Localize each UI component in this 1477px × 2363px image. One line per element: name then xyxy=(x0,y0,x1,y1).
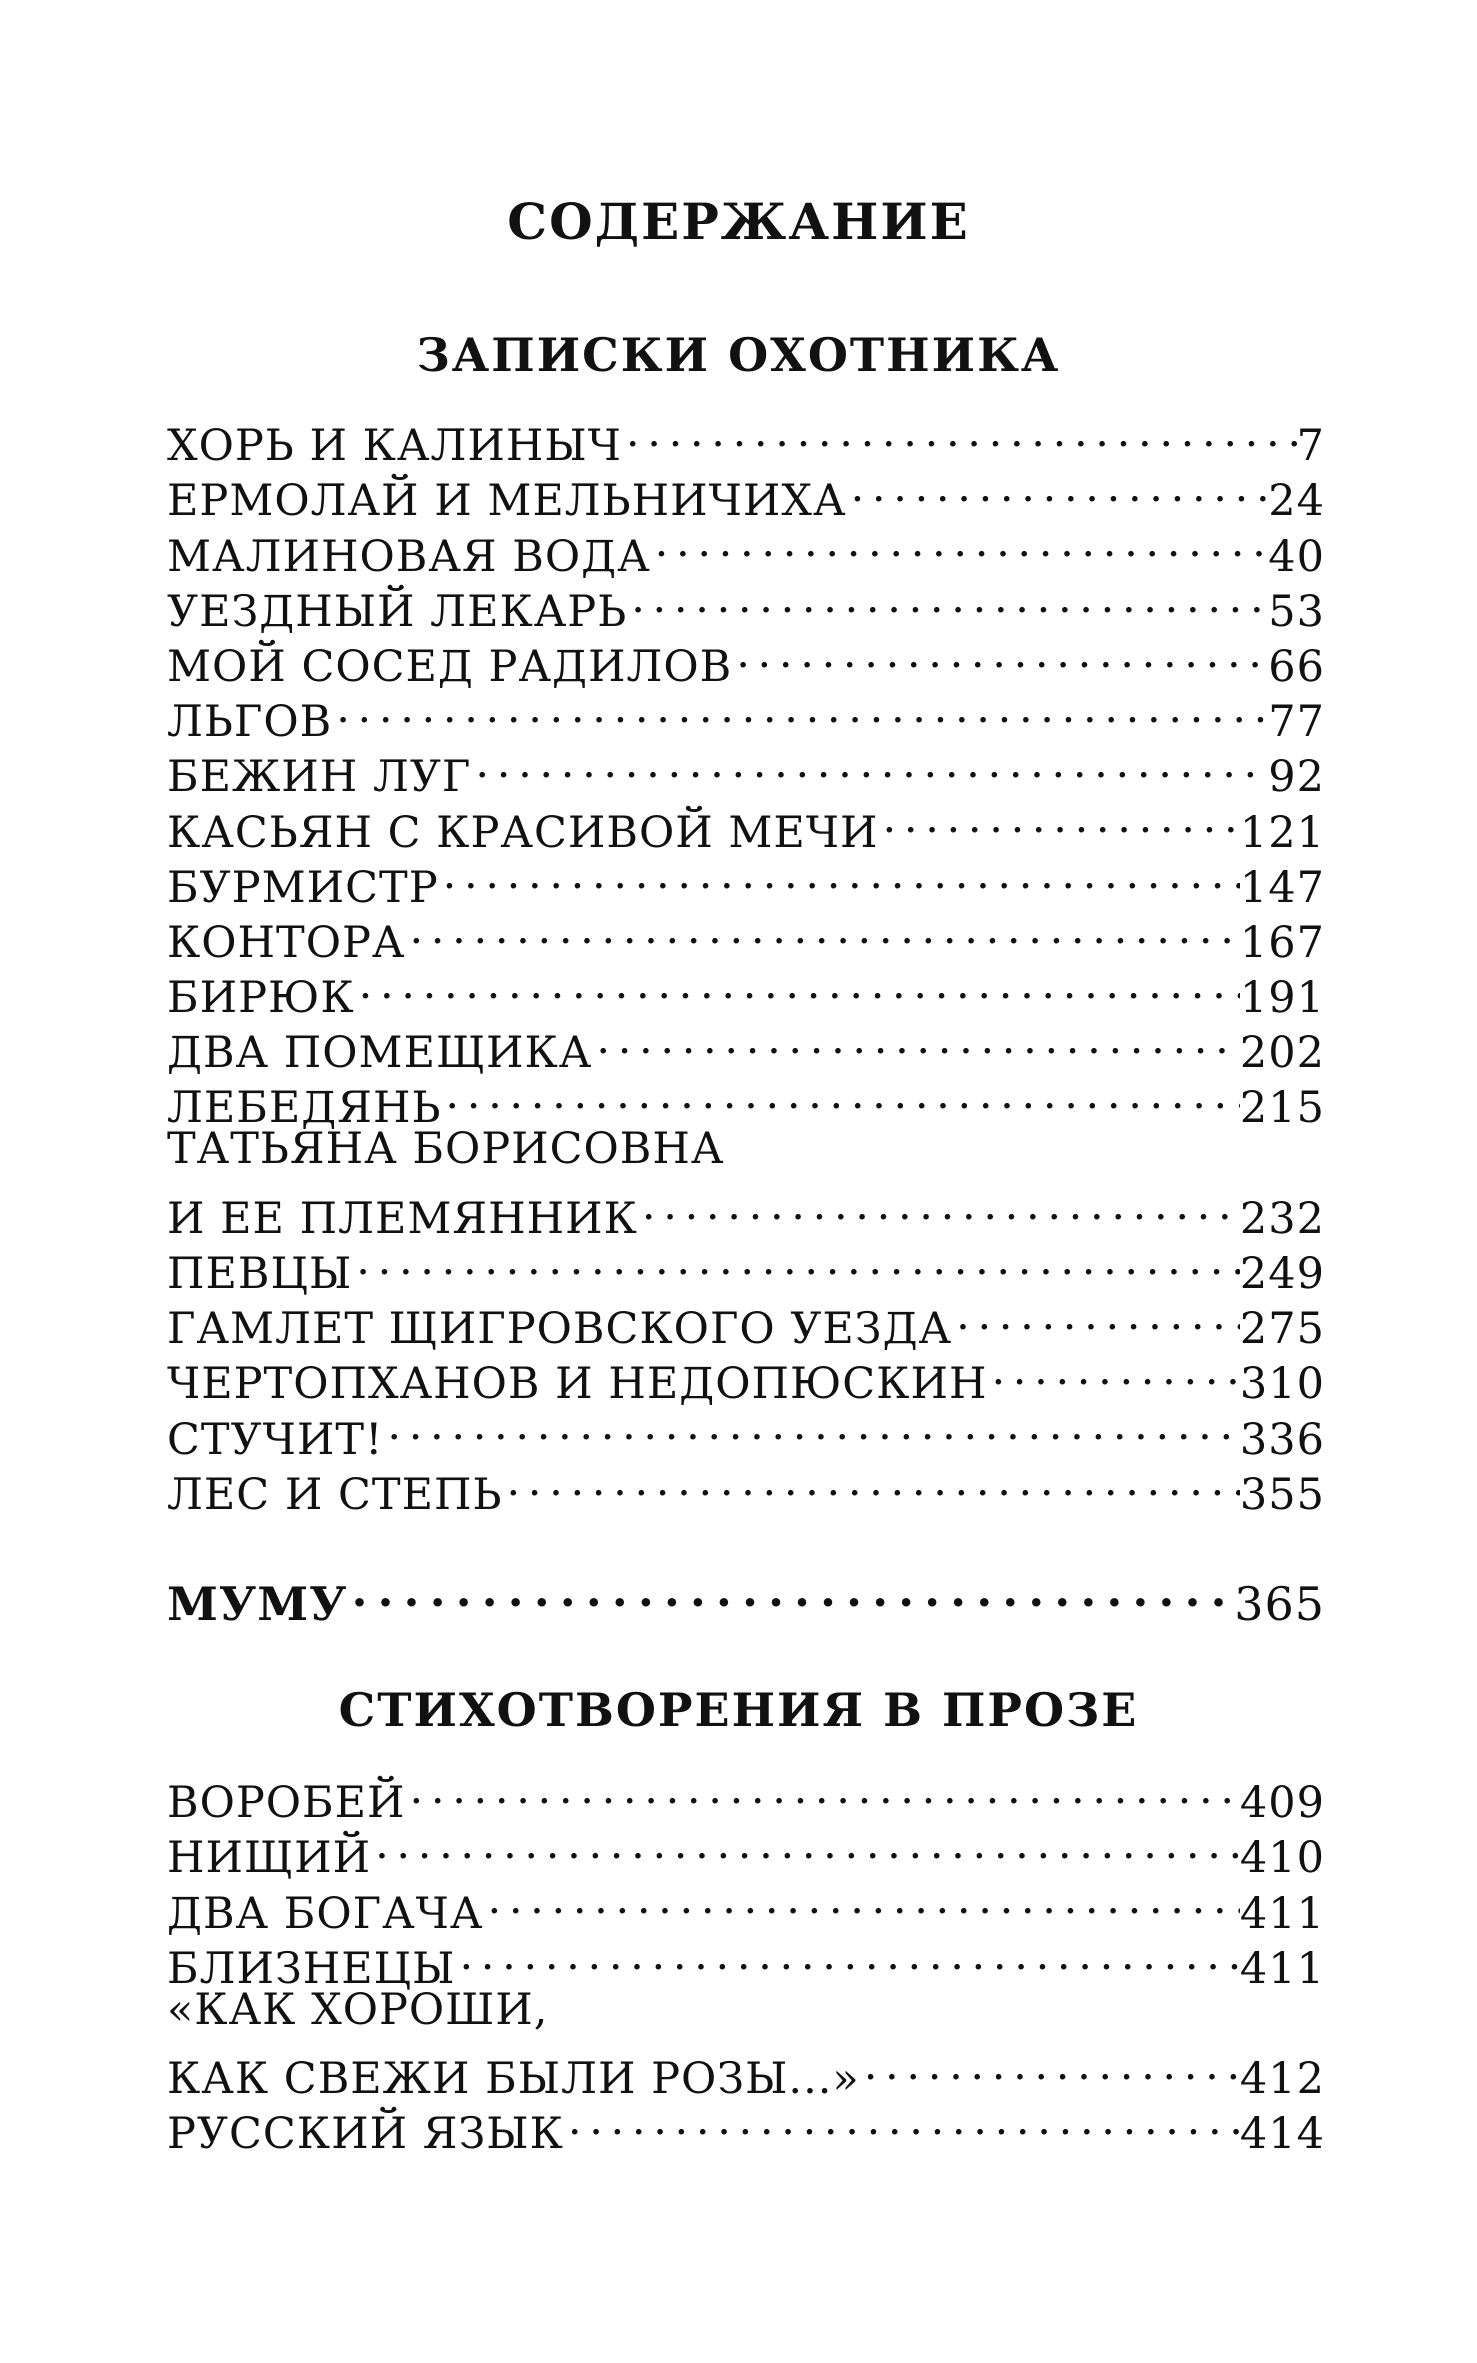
toc-entry-page: 7 xyxy=(1296,421,1325,472)
dot-leader xyxy=(405,902,1239,957)
toc-entry-page: 167 xyxy=(1239,917,1325,968)
dot-leader xyxy=(483,1872,1239,1927)
toc-entry-page: 365 xyxy=(1234,1577,1325,1631)
toc-entry-page: 191 xyxy=(1239,973,1325,1024)
toc-entry-page: 414 xyxy=(1239,2109,1325,2160)
dot-leader xyxy=(439,847,1240,902)
toc-entry-page: 411 xyxy=(1239,1943,1325,1994)
dot-leader xyxy=(371,1817,1240,1872)
toc-entry-page: 411 xyxy=(1239,1888,1325,1939)
dot-leader xyxy=(622,405,1297,460)
toc-entry-line1 xyxy=(167,1983,1325,2038)
toc-list-zapiski xyxy=(167,405,1325,1520)
toc-entry-page: 147 xyxy=(1239,862,1325,913)
toc-entry-page: 336 xyxy=(1239,1414,1325,1465)
toc-entry-title: НИЩИЙ xyxy=(167,1831,371,1886)
toc-entry xyxy=(167,736,1325,803)
toc-entry-title-line2: И ЕЕ ПЛЕМЯННИК xyxy=(167,1192,638,1247)
dot-leader xyxy=(352,1233,1240,1288)
toc-entry xyxy=(167,1178,1325,1244)
dot-leader xyxy=(627,571,1268,626)
toc-entry-title: УЕЗДНЫЙ ЛЕКАРЬ xyxy=(167,585,627,640)
toc-list-stikhotvoreniya xyxy=(167,1762,1325,2160)
toc-entry-page: 249 xyxy=(1239,1249,1325,1299)
toc-entry-title: ХОРЬ И КАЛИНЫЧ xyxy=(167,419,622,474)
toc-entry-title: РУССКИЙ ЯЗЫК xyxy=(167,2107,564,2162)
toc-entry-page: 24 xyxy=(1268,476,1325,527)
toc-entry-page: 77 xyxy=(1268,697,1325,748)
dot-leader xyxy=(592,1012,1240,1067)
dot-leader xyxy=(383,1398,1240,1453)
toc-entry-page: 92 xyxy=(1268,752,1325,803)
page-title: СОДЕРЖАНИЕ xyxy=(507,192,970,251)
toc-entry-page: 202 xyxy=(1239,1028,1325,1079)
dot-leader xyxy=(732,626,1268,681)
toc-entry-title: «КАК ХОРОШИ, xyxy=(167,1984,549,2035)
toc-entry-page: 215 xyxy=(1239,1083,1325,1134)
toc-entry-title: БЛИЗНЕЦЫ xyxy=(167,1942,455,1997)
dot-leader xyxy=(355,957,1240,1012)
toc-entry-title: ПЕВЦЫ xyxy=(167,1247,352,1302)
section-heading-zapiski: ЗАПИСКИ ОХОТНИКА xyxy=(416,328,1061,382)
toc-entry-line1 xyxy=(167,1122,1325,1177)
dot-leader xyxy=(564,2093,1240,2148)
toc-entry-title: ГАМЛЕТ ЩИГРОВСКОГО УЕЗДА xyxy=(167,1302,952,1357)
toc-entry-title: ДВА ПОМЕЩИКА xyxy=(167,1026,592,1081)
toc-entry-title: ВОРОБЕЙ xyxy=(167,1776,406,1831)
dot-leader xyxy=(502,1454,1239,1509)
dot-leader xyxy=(952,1288,1240,1343)
toc-entry-title: ЕРМОЛАЙ И МЕЛЬНИЧИХА xyxy=(167,474,847,529)
toc-entry-title: ТАТЬЯНА БОРИСОВНА xyxy=(167,1124,725,1175)
toc-entry-page: 53 xyxy=(1268,586,1325,637)
toc-entry-mumu-block xyxy=(167,1560,1325,1631)
toc-entry-title: ЧЕРТОПХАНОВ И НЕДОПЮСКИН xyxy=(167,1357,987,1412)
dot-leader xyxy=(406,1762,1240,1817)
toc-entry xyxy=(167,681,1325,748)
toc-entry-mumu xyxy=(167,1560,1325,1631)
dot-leader xyxy=(651,515,1269,570)
toc-entry-page: 66 xyxy=(1268,641,1325,692)
toc-entry xyxy=(167,2038,1325,2105)
dot-leader xyxy=(987,1343,1239,1398)
dot-leader xyxy=(455,1928,1239,1983)
dot-leader xyxy=(860,2038,1240,2093)
toc-entry-title: ЛЕБЕДЯНЬ xyxy=(167,1081,441,1136)
toc-entry xyxy=(167,405,1325,472)
toc-entry-page: 275 xyxy=(1239,1304,1325,1355)
toc-entry xyxy=(167,1762,1325,1829)
toc-entry-page: 355 xyxy=(1239,1469,1325,1520)
toc-entry-title: БИРЮК xyxy=(167,971,355,1026)
dot-leader xyxy=(441,1067,1240,1122)
toc-entry-page: 410 xyxy=(1239,1833,1325,1884)
toc-entry-title: БУРМИСТР xyxy=(167,861,439,916)
toc-entry-title: МОЙ СОСЕД РАДИЛОВ xyxy=(167,640,732,695)
toc-entry-title: СТУЧИТ! xyxy=(167,1413,383,1468)
toc-entry-page: 409 xyxy=(1239,1778,1325,1829)
toc-entry-title: ЛЕС И СТЕПЬ xyxy=(167,1468,502,1523)
toc-entry-page: 412 xyxy=(1239,2054,1325,2105)
dot-leader xyxy=(879,791,1240,846)
toc-entry-title: ДВА БОГАЧА xyxy=(167,1887,483,1942)
toc-entry-page: 121 xyxy=(1239,807,1325,858)
toc-entry-title: БЕЖИН ЛУГ xyxy=(167,750,471,805)
toc-entry-page: 40 xyxy=(1268,531,1325,582)
section-heading-stikhotvoreniya: СТИХОТВОРЕНИЯ В ПРОЗЕ xyxy=(338,1683,1139,1737)
toc-entry-title: ЛЬГОВ xyxy=(167,695,332,750)
toc-entry-title-line2: КАК СВЕЖИ БЫЛИ РОЗЫ...» xyxy=(167,2052,860,2107)
dot-leader xyxy=(348,1560,1225,1620)
toc-entry-title: КАСЬЯН С КРАСИВОЙ МЕЧИ xyxy=(167,806,879,861)
dot-leader xyxy=(638,1178,1240,1233)
toc-entry-page: 232 xyxy=(1239,1193,1325,1244)
toc-entry-title: МАЛИНОВАЯ ВОДА xyxy=(167,530,651,585)
dot-leader xyxy=(471,736,1268,791)
dot-leader xyxy=(847,460,1269,515)
toc-entry-title: КОНТОРА xyxy=(167,916,405,971)
section-heading-mumu: МУМУ xyxy=(167,1574,348,1634)
toc-entry-page: 310 xyxy=(1239,1359,1325,1410)
dot-leader xyxy=(332,681,1268,736)
